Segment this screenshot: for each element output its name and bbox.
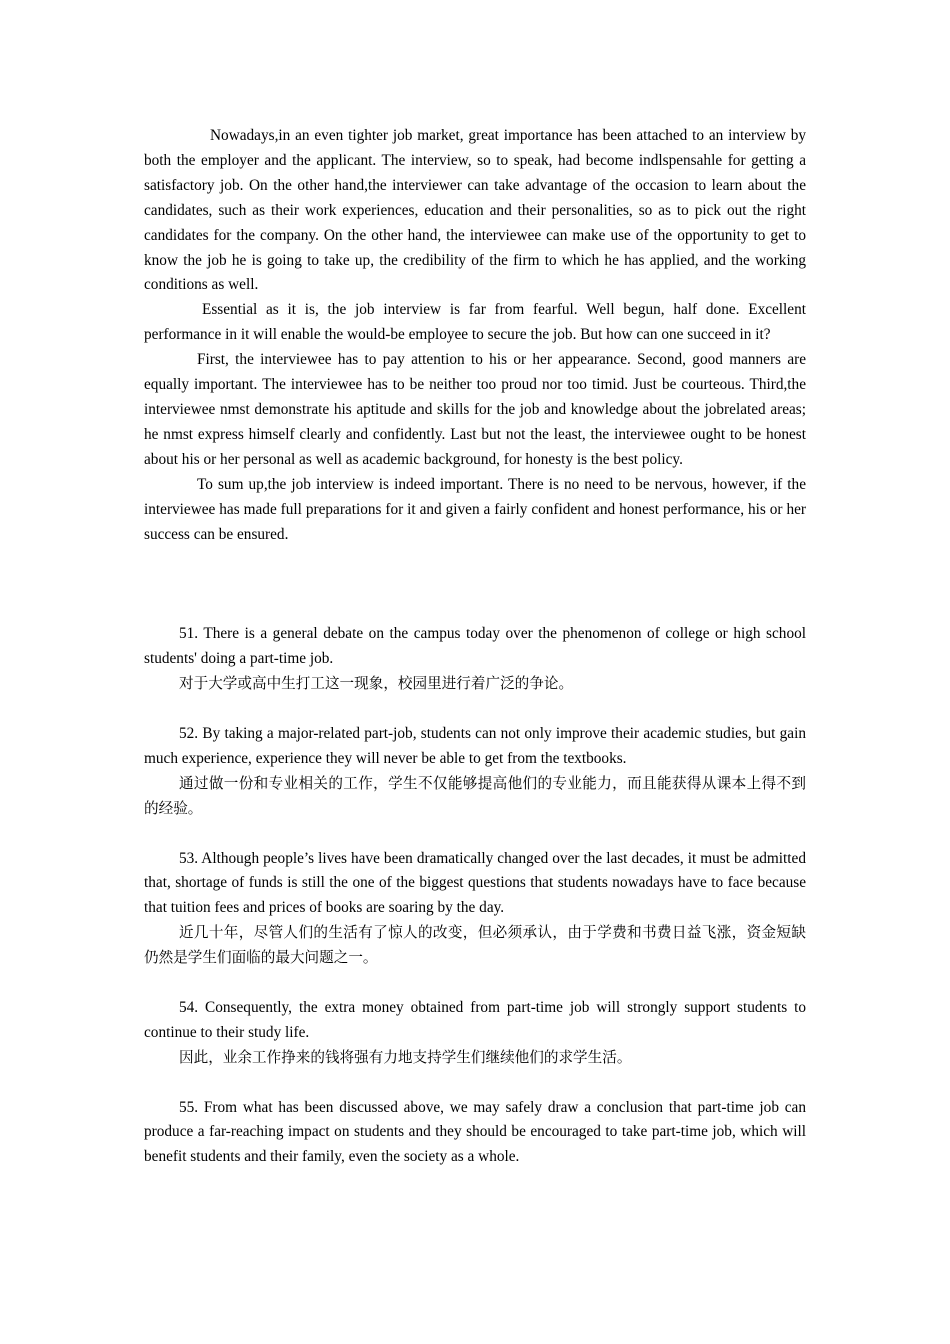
sentence-list xyxy=(144,622,806,1170)
sentence-chinese: 通过做一份和专业相关的工作，学生不仅能够提高他们的专业能力，而且能获得从课本上得不到的经验。 xyxy=(144,774,806,817)
sentence-item-53 xyxy=(144,847,806,972)
sentence-english: 51. There is a general debate on the campus today over the phenomenon of college or high school students' doing a part-time job. xyxy=(144,625,806,668)
sentence-item-55 xyxy=(144,1096,806,1171)
sentence-item-54 xyxy=(144,996,806,1071)
sentence-chinese: 对于大学或高中生打工这一现象，校园里进行着广泛的争论。 xyxy=(179,675,574,693)
item-spacer xyxy=(144,697,806,722)
sentence-english: 55. From what has been discussed above, we may safely draw a conclusion that part-time job can produce a far-reaching impact on students and they should be encouraged to take part-time job, which will benefit students and their family, even the society as a whole. xyxy=(144,1098,806,1166)
sentence-english: 54. Consequently, the extra money obtained from part-time job will strongly support students to continue to their study life. xyxy=(144,998,806,1041)
sentence-item-51 xyxy=(144,622,806,697)
essay-paragraph-3: First, the interviewee has to pay attention to his or her appearance. Second, good manners are equally important. The interviewee has to be neither too proud nor too timid. Just be courteous. Third,the interviewee nmst demonstrate his aptitude and skills for the job and knowledge about the jobrelated areas; he nmst express himself clearly and confidently. Last but not the least, the interviewee ought to be honest about his or her personal as well as academic background, for honesty is the best policy. xyxy=(144,351,806,468)
sentence-english: 52. By taking a major-related part-job, students can not only improve their academic studies, but gain much experience, experience they will never be able to get from the textbooks. xyxy=(144,725,806,767)
sentence-english: 53. Although people’s lives have been dramatically changed over the last decades, it must be admitted that, shortage of funds is still the one of the biggest questions that students nowadays have to face because that tuition fees and prices of books are soaring by the day. xyxy=(144,849,806,917)
sentence-chinese: 近几十年，尽管人们的生活有了惊人的改变，但必须承认，由于学费和书费日益飞涨，资金短缺仍然是学生们面临的最大问题之一。 xyxy=(144,924,806,967)
essay-paragraph-1: Nowadays,in an even tighter job market, great importance has been attached to an interview by both the employer and the applicant. The interview, so to speak, had become indlspensahle for getting a satisfactory job. On the other hand,the interviewer can take advantage of the occasion to learn about the candidates, such as their work experiences, education and their personalities, so as to pick out the right candidates for the company. On the other hand, the interviewee can make use of the opportunity to get to know the job he is going to take up, the credibility of the firm to which he has applied, and the working conditions as well. xyxy=(144,127,806,294)
sentence-chinese: 因此，业余工作挣来的钱将强有力地支持学生们继续他们的求学生活。 xyxy=(179,1048,632,1066)
essay xyxy=(144,124,806,547)
document-page xyxy=(144,124,806,1170)
essay-paragraph-2: Essential as it is, the job interview is far from fearful. Well begun, half done. Excellent performance in it will enable the would-be employee to secure the job. But how can one succeed in it? xyxy=(144,301,806,344)
item-spacer xyxy=(144,822,806,847)
essay-paragraph-4: To sum up,the job interview is indeed important. There is no need to be nervous, however, if the interviewee has made full preparations for it and given a fairly confident and honest performance, his or her success can be ensured. xyxy=(144,475,806,543)
item-spacer xyxy=(144,1071,806,1096)
section-spacer xyxy=(144,547,806,622)
item-spacer xyxy=(144,971,806,996)
sentence-item-52 xyxy=(144,722,806,822)
